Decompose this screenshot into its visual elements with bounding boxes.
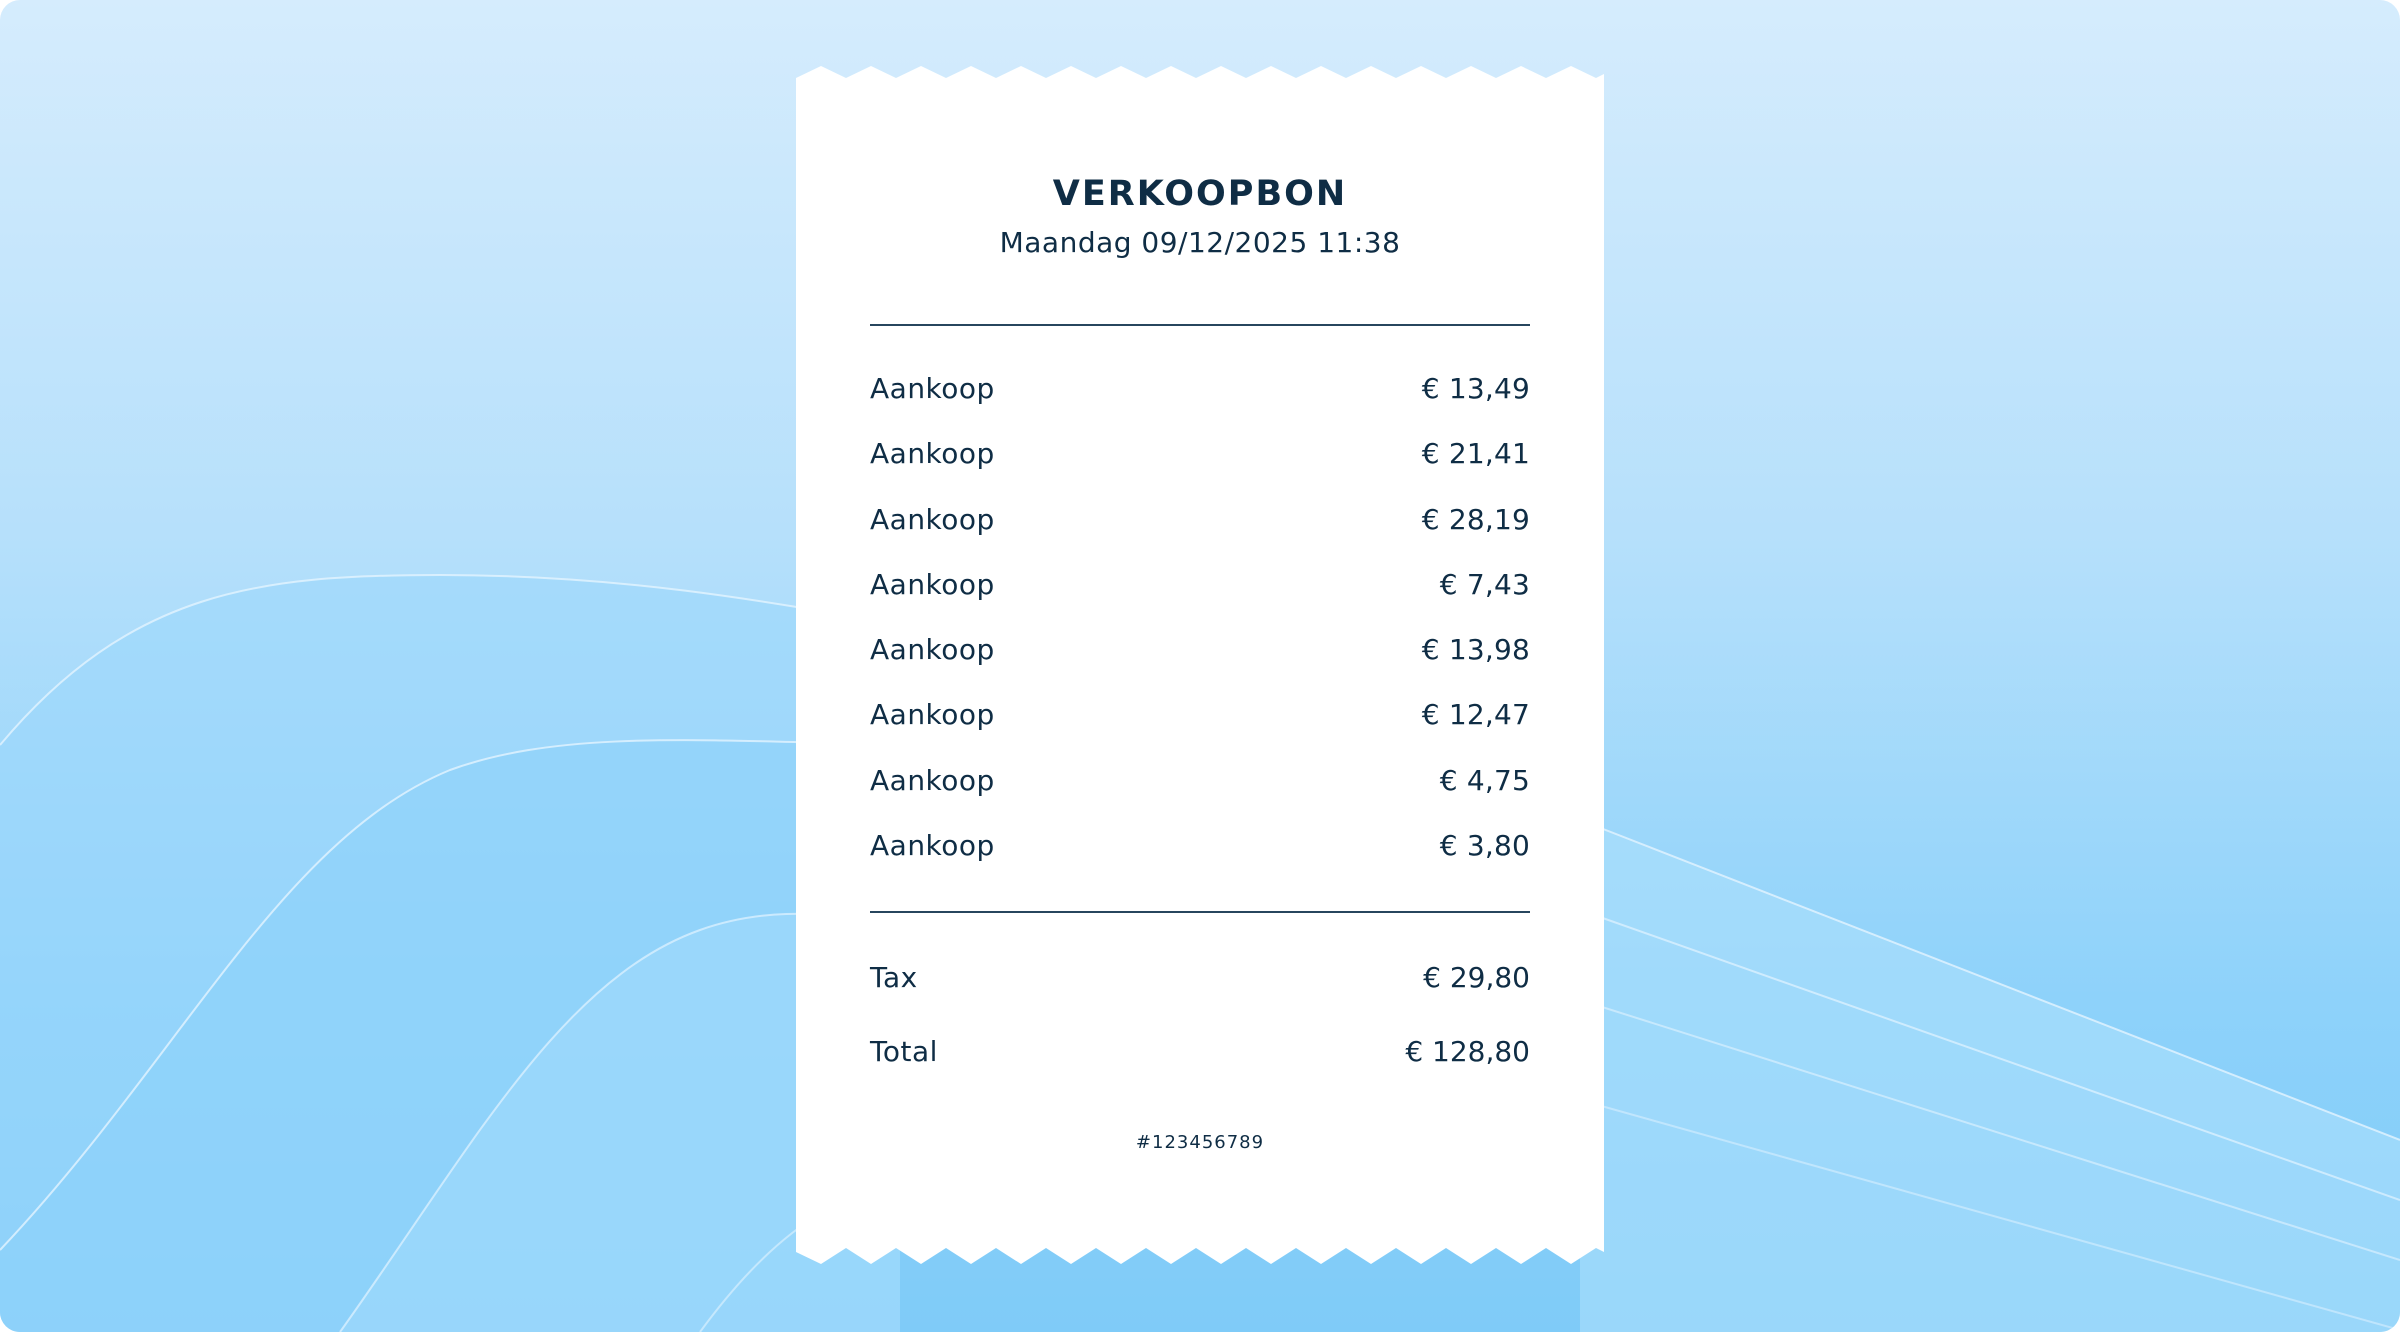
receipt-title: VERKOOPBON — [1052, 174, 1348, 214]
line-item-label: Aankoop — [870, 372, 995, 405]
line-item — [870, 823, 1530, 888]
line-item — [870, 758, 1530, 823]
line-item-label: Aankoop — [870, 763, 995, 797]
tax-amount: € 29,80 — [1423, 961, 1530, 994]
item-list — [870, 366, 1530, 888]
line-item-amount: € 21,41 — [1421, 437, 1530, 471]
line-item — [870, 431, 1530, 496]
line-item-label: Aankoop — [870, 633, 995, 667]
line-item-label: Aankoop — [870, 502, 995, 536]
receipt-date: Maandag 09/12/2025 11:38 — [999, 226, 1401, 259]
line-item — [870, 627, 1530, 692]
line-item-amount: € 7,43 — [1439, 567, 1530, 601]
line-item-amount: € 3,80 — [1439, 829, 1530, 863]
divider — [870, 911, 1530, 913]
line-item-label: Aankoop — [870, 698, 995, 732]
line-item-amount: € 28,19 — [1421, 502, 1530, 536]
divider — [870, 324, 1530, 326]
line-item — [870, 562, 1530, 627]
tax-label: Tax — [870, 961, 918, 994]
line-item-amount: € 12,47 — [1421, 698, 1530, 732]
line-item — [870, 497, 1530, 562]
line-item-label: Aankoop — [870, 437, 995, 471]
total-amount: € 128,80 — [1405, 1035, 1530, 1068]
receipt-number: #123456789 — [1135, 1132, 1265, 1153]
line-item — [870, 692, 1530, 757]
line-item — [870, 366, 1530, 431]
line-item-amount: € 13,49 — [1421, 372, 1530, 405]
line-item-label: Aankoop — [870, 829, 995, 863]
total-label: Total — [870, 1035, 938, 1068]
receipt — [796, 66, 1604, 1264]
line-item-amount: € 4,75 — [1439, 763, 1530, 797]
line-item-amount: € 13,98 — [1421, 633, 1530, 667]
line-item-label: Aankoop — [870, 567, 995, 601]
